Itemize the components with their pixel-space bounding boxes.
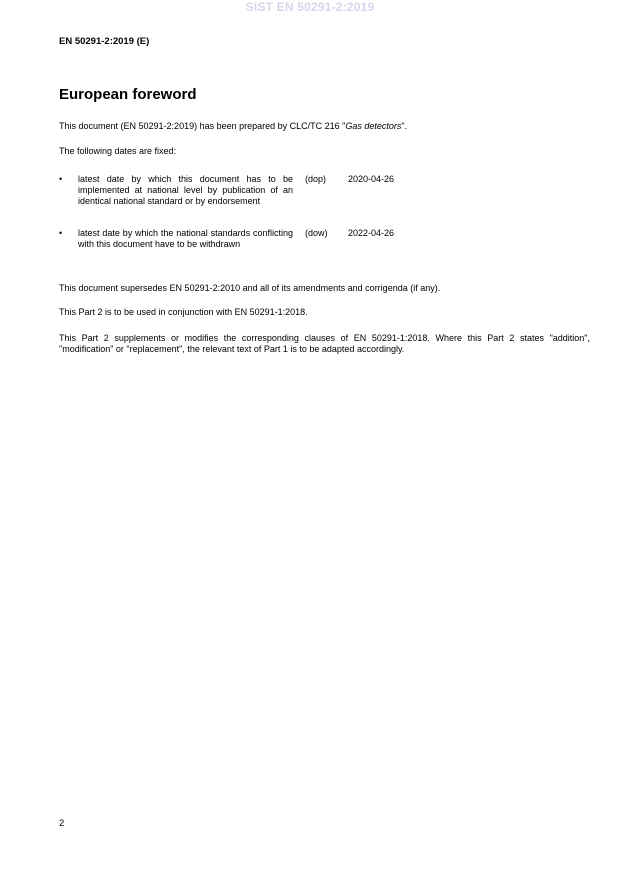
date-abbreviation-dow: (dow) (305, 228, 328, 238)
date-description-dow: latest date by which the national standards conflicting with this document have to be withdrawn (78, 228, 293, 249)
date-description-dop: latest date by which this document has to be implemented at national level by publication of an identical national standard or by endorsement (78, 174, 293, 206)
intro-paragraph (59, 121, 590, 132)
committee-name: Gas detectors (345, 121, 402, 131)
date-value-dop: 2020-04-26 (348, 174, 395, 184)
supersedes-paragraph: This document supersedes EN 50291-2:2010 and all of its amendments and corrigenda (if any). (59, 283, 441, 293)
page-number: 2 (59, 818, 65, 829)
intro-suffix: ". (401, 121, 408, 131)
date-value-dow: 2022-04-26 (348, 228, 395, 238)
supplements-paragraph: This Part 2 supplements or modifies the corresponding clauses of EN 50291-1:2018. Where this Part 2 states "addition", "modification" or "replacement", the relevant text of Part 1 is to be adapted accordingly. (59, 333, 590, 354)
document-id: EN 50291-2:2019 (E) (59, 36, 150, 47)
date-abbreviation-dop: (dop) (305, 174, 327, 184)
watermark: SIST EN 50291-2:2019 (245, 0, 375, 14)
intro-prefix: This document (EN 50291-2:2019) has been prepared by CLC/TC 216 " (59, 121, 346, 131)
bullet-dow: • (59, 228, 63, 238)
page-title: European foreword (59, 86, 197, 103)
dates-intro: The following dates are fixed: (59, 146, 177, 156)
conjunction-paragraph: This Part 2 is to be used in conjunction with EN 50291-1:2018. (59, 307, 308, 317)
bullet-dop: • (59, 174, 63, 184)
